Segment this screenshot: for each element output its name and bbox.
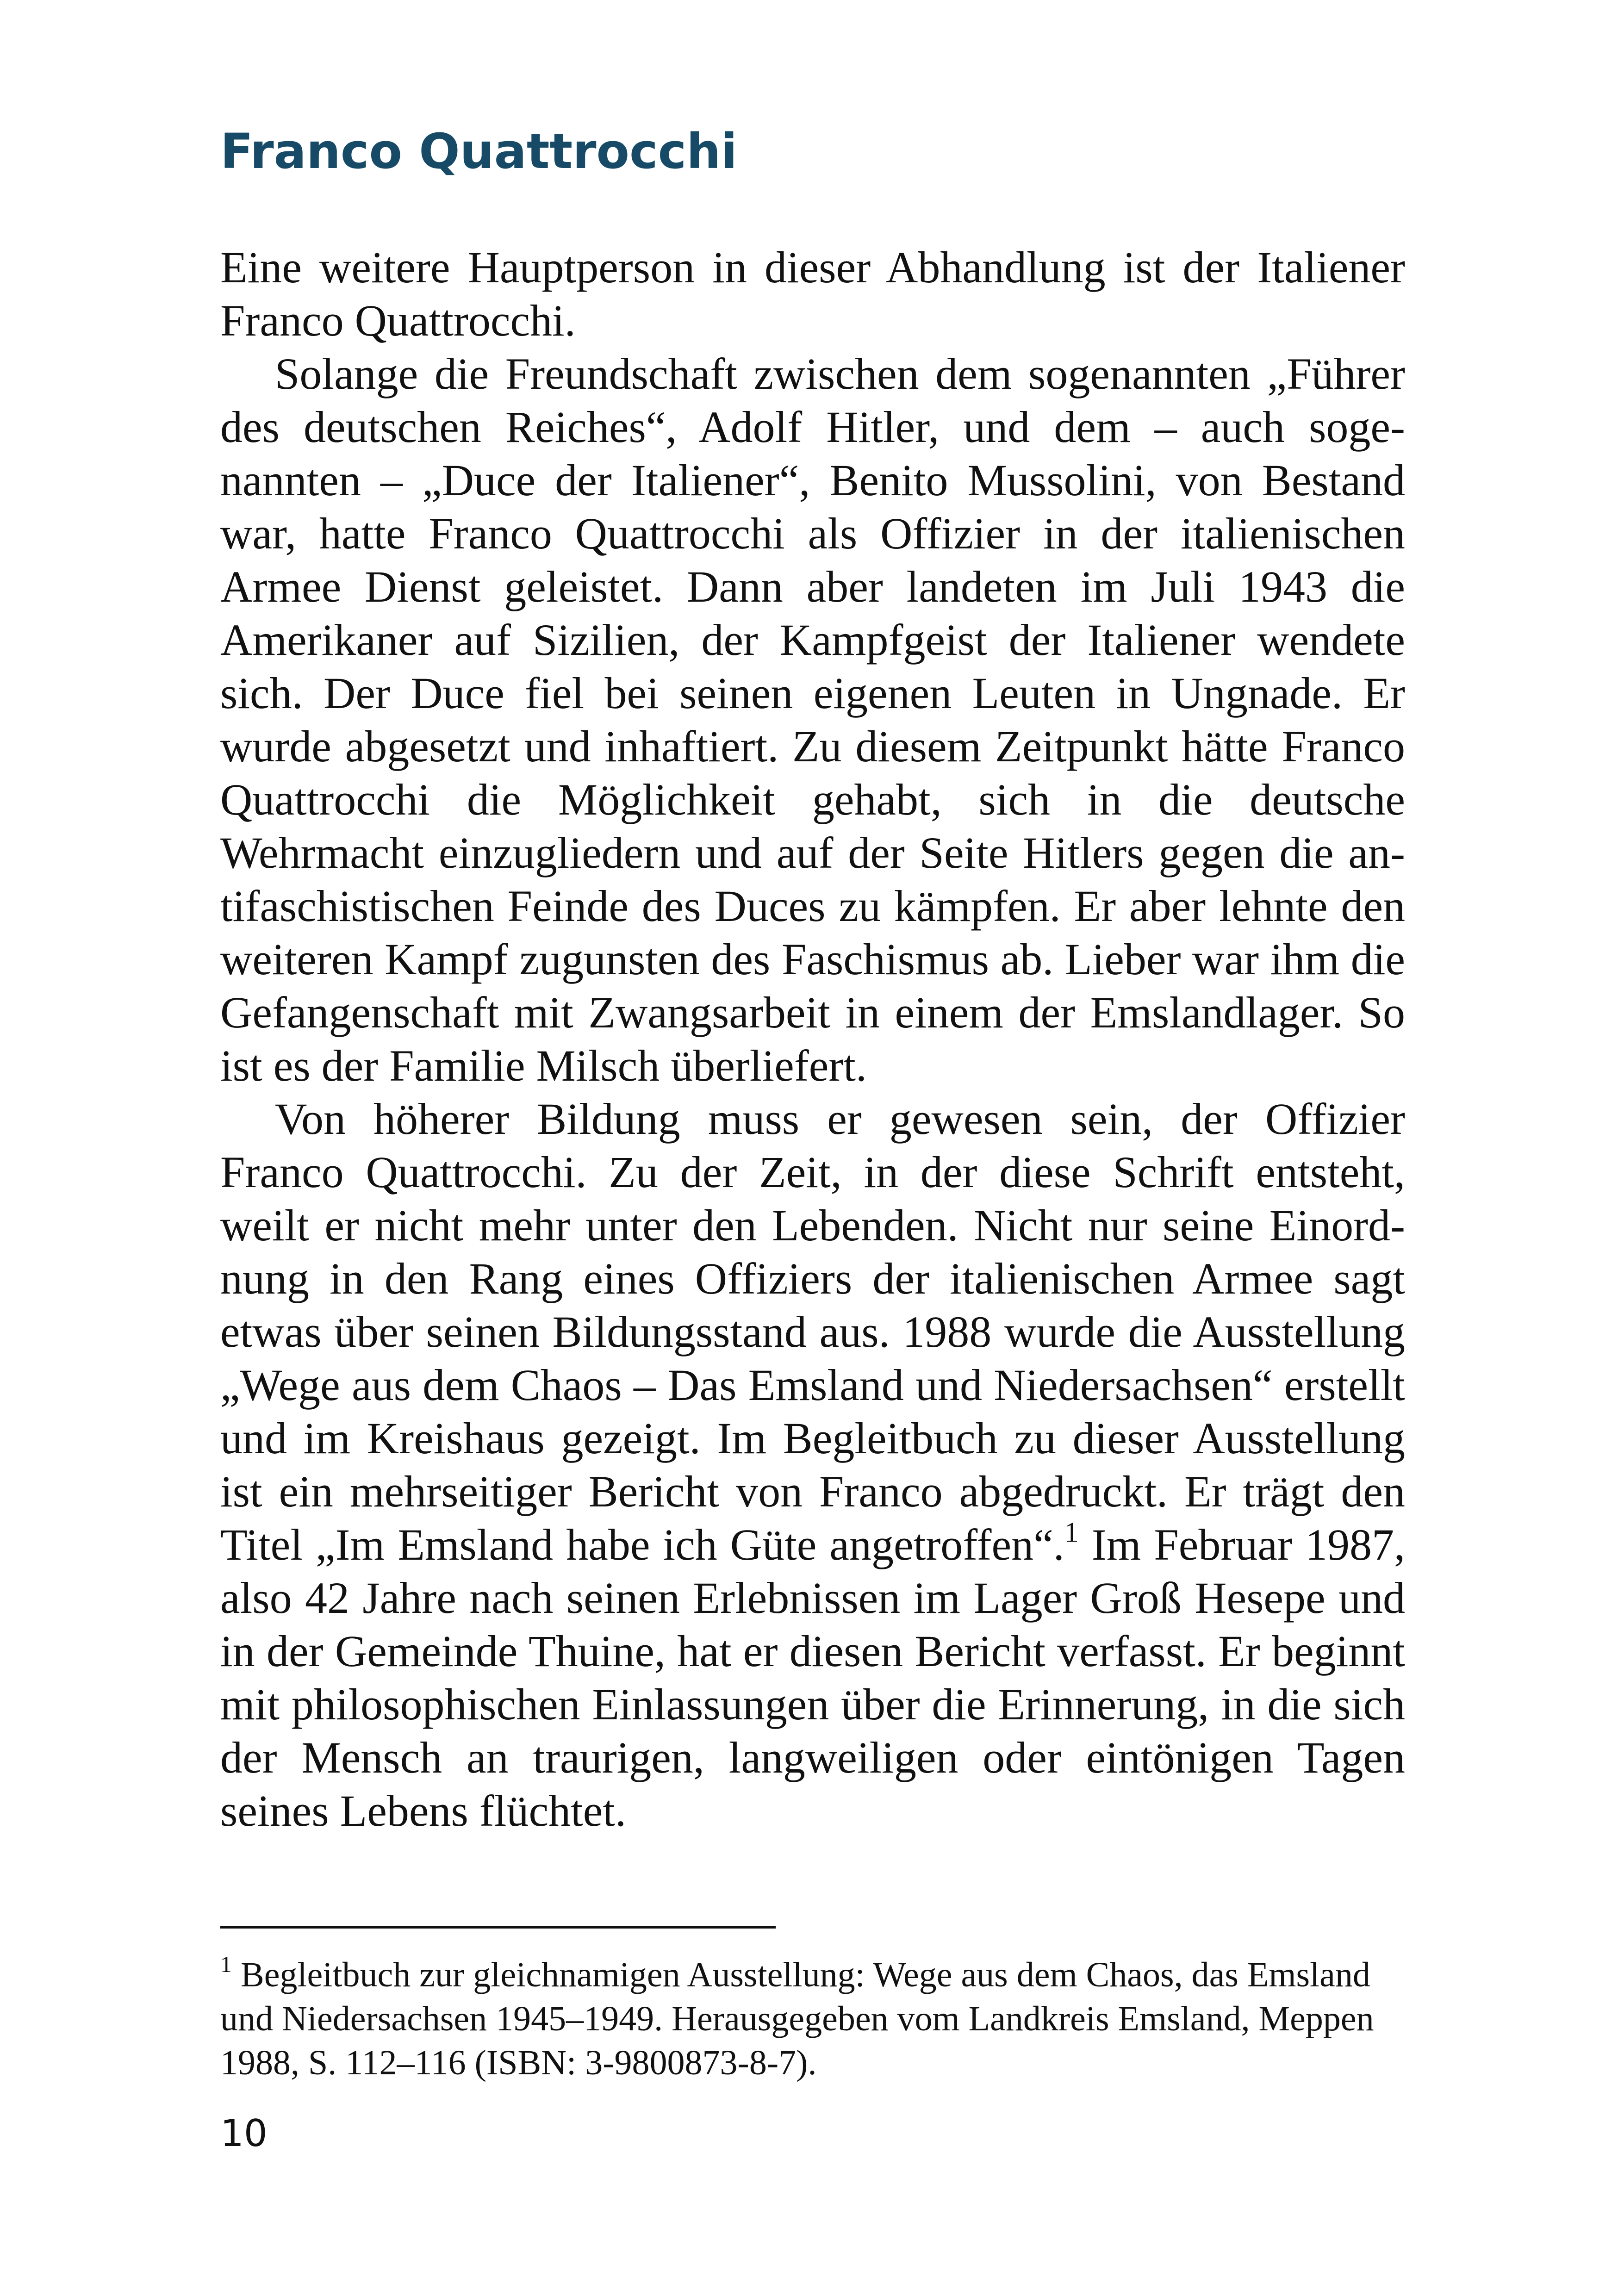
paragraph-education [220, 1092, 1405, 1837]
footnote-divider [220, 1926, 776, 1929]
paragraph-education-part2: Im Februar 1987, also 42 Jahre nach seinen Erlebnissen im Lager Groß Hesepe und in der Gemeinde Thuine, hat er diesen Bericht verfasst. Er beginnt mit philosophischen Einlassungen über die Erinnerung, in die sich der Mensch an traurigen, langweiligen oder eintönigen Tagen seines Lebens flüchtet. [220, 1520, 1405, 1836]
paragraph-background: Solange die Freundschaft zwischen dem sogenannten „Führer des deutschen Reiches“, Adolf Hitler, und dem – auch sogenannten – „Duce der Italiener“, Benito Mussolini, von Bestand war, hatte Franco Quattrocchi als Offizier in der italienischen Armee Dienst geleistet. Dann aber landeten im Juli 1943 die Amerikaner auf Sizilien, der Kampfgeist der Italiener wendete sich. Der Duce fiel bei seinen eigenen Leuten in Ungnade. Er wurde abgesetzt und inhaftiert. Zu diesem Zeitpunkt hätte Franco Quattrocchi die Möglichkeit gehabt, sich in die deutsche Wehrmacht einzugliedern und auf der Seite Hitlers gegen die antifaschistischen Feinde des Duces zu kämpfen. Er aber lehnte den weiteren Kampf zugunsten des Faschismus ab. Lieber war ihm die Gefangenschaft mit Zwangsarbeit in einem der Emslandlager. So ist es der Familie Milsch überliefert. [220, 349, 1405, 1090]
footnote-marker: 1 [220, 1951, 232, 1977]
page-number: 10 [220, 2112, 268, 2155]
paragraph-education-part1: Von höherer Bildung muss er gewesen sein, der Offizier Franco Quattrocchi. Zu der Zeit, in der diese Schrift entsteht, weilt er nicht mehr unter den Lebenden. Nicht nur seine Einordnung in den Rang eines Offiziers der italienischen Armee sagt etwas über seinen Bildungsstand aus. 1988 wurde die Ausstellung „Wege aus dem Chaos – Das Emsland und Niedersachsen“ erstellt und im Kreishaus gezeigt. Im Begleitbuch zu dieser Ausstellung ist ein mehrseitiger Bericht von Franco abgedruckt. Er trägt den Titel „Im Emsland habe ich Güte angetroffen“. [220, 1094, 1405, 1569]
chapter-heading: Franco Quattrocchi [220, 123, 737, 180]
footnote-text: Begleitbuch zur gleichnamigen Ausstellung: Wege aus dem Chaos, das Emsland und Niedersachsen 1945–1949. Herausgegeben vom Landkreis Emsland, Meppen 1988, S. 112–116 (ISBN: 3-9800873-8-7). [220, 1955, 1374, 2082]
paragraph-intro: Eine weitere Hauptperson in dieser Abhandlung ist der Italiener Franco Quattrocchi. [220, 243, 1405, 345]
main-text [220, 241, 1405, 1837]
footnote-reference[interactable]: 1 [1064, 1517, 1079, 1549]
footnote [220, 1953, 1405, 2085]
